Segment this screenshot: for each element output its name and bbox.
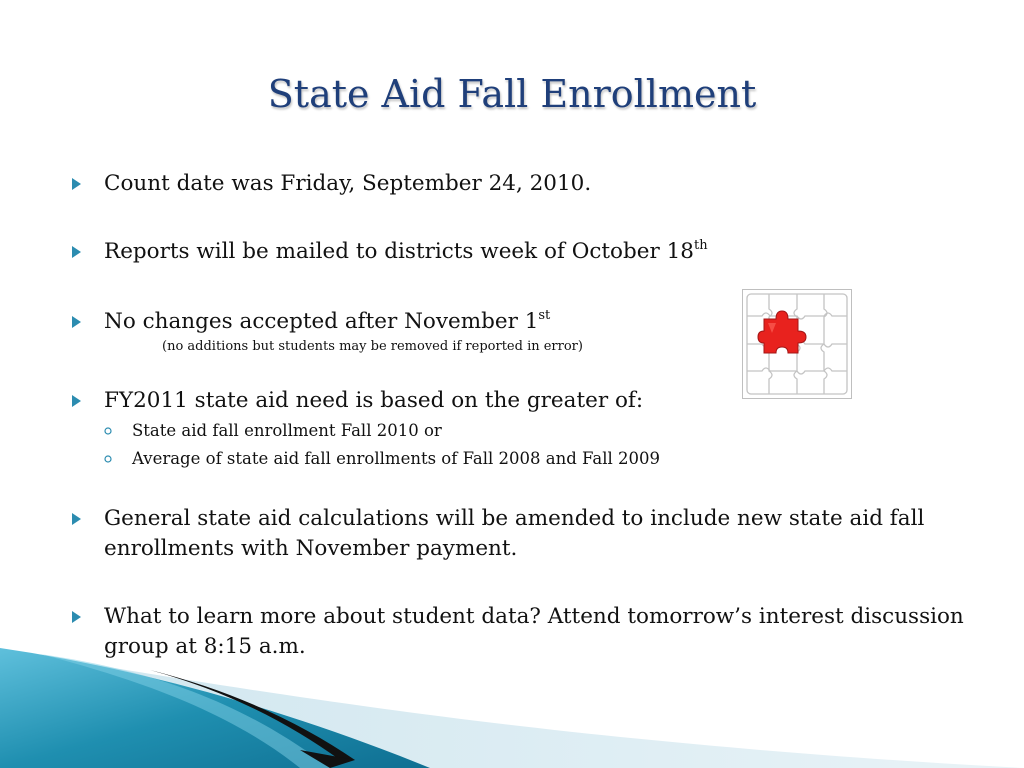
slide-title: State Aid Fall Enrollment (267, 72, 757, 116)
bullet-text: Count date was Friday, September 24, 2010. (104, 171, 592, 196)
bullet-arrow-icon (72, 602, 86, 632)
bullet-text: FY2011 state aid need is based on the greater of: (104, 388, 644, 413)
bullet-arrow-icon (72, 169, 86, 199)
bullet-text (104, 307, 550, 337)
bullet-main-text: No changes accepted after November 1 (104, 309, 539, 334)
ordinal-suffix: st (538, 308, 551, 323)
decorative-wave-graphic (0, 640, 1024, 768)
bullet-arrow-icon (72, 237, 86, 267)
ring-bullet-icon (104, 448, 114, 470)
bullet-arrow-icon (72, 504, 86, 534)
bullet-main-text: Reports will be mailed to districts week of October 18 (104, 239, 694, 264)
bullet-text: What to learn more about student data? Attend tomorrow’s interest discussion group at 8:15 a.m. (104, 604, 964, 659)
bullet-text (104, 237, 708, 267)
sub-bullet-text: Average of state aid fall enrollments of Fall 2008 and Fall 2009 (132, 449, 661, 468)
ring-bullet-icon (104, 420, 114, 442)
bullet-arrow-icon (72, 307, 86, 337)
ordinal-suffix: th (693, 238, 708, 253)
bullet-text: General state aid calculations will be amended to include new state aid fall enrollments with November payment. (104, 506, 925, 561)
sub-bullet-text: State aid fall enrollment Fall 2010 or (132, 421, 442, 440)
bullet-arrow-icon (72, 386, 86, 416)
puzzle-pieces-icon (742, 289, 852, 399)
puzzle-image (742, 289, 852, 399)
changes-note: (no additions but students may be removed if reported in error) (162, 339, 583, 354)
